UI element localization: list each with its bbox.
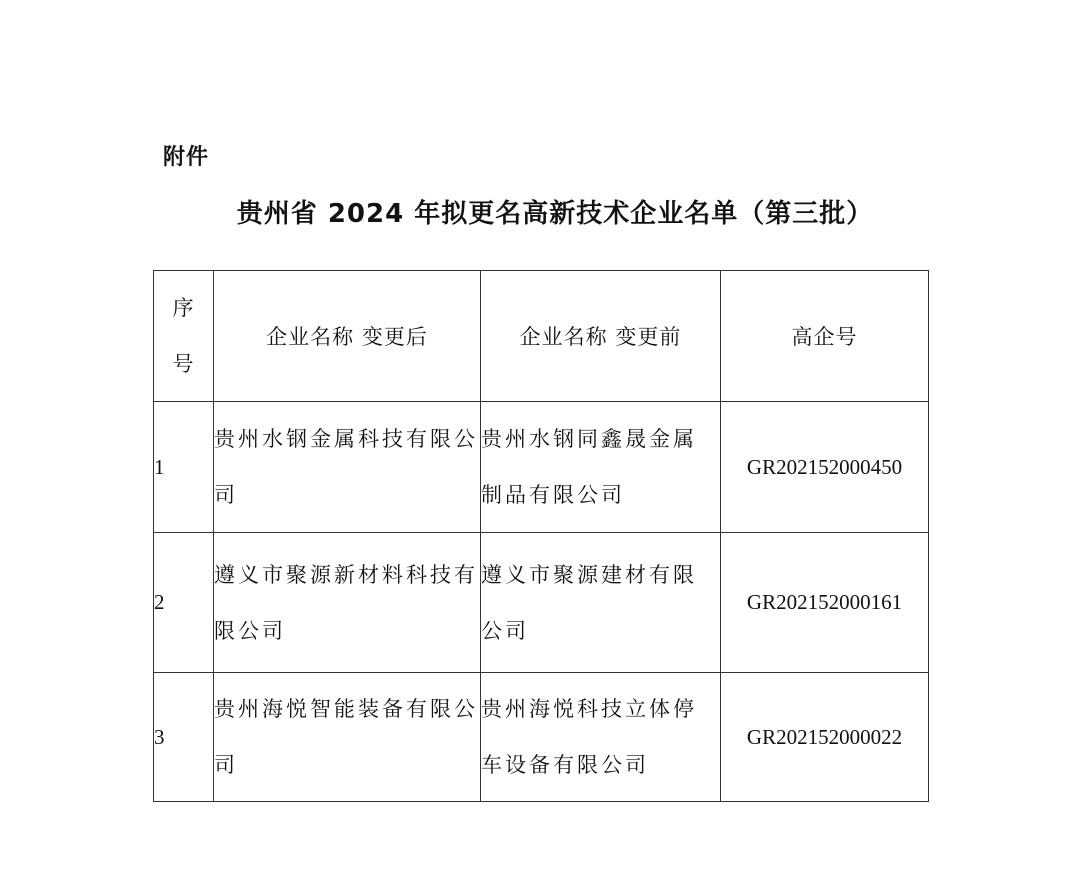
header-index: 序号 <box>154 271 214 402</box>
row-name-before: 贵州海悦科技立体停车设备有限公司 <box>481 673 721 802</box>
table-row <box>154 533 929 673</box>
header-code: 高企号 <box>721 271 929 402</box>
row-code: GR202152000022 <box>721 673 929 802</box>
attachment-label: 附件 <box>163 145 210 170</box>
row-index: 2 <box>154 533 214 673</box>
table-row <box>154 402 929 533</box>
row-code: GR202152000161 <box>721 533 929 673</box>
table-header-row <box>154 271 929 402</box>
document-title: 贵州省 2024 年拟更名高新技术企业名单（第三批） <box>236 199 874 229</box>
row-code: GR202152000450 <box>721 402 929 533</box>
row-name-after: 遵义市聚源新材料科技有限公司 <box>214 533 481 673</box>
enterprise-rename-table <box>153 270 929 802</box>
table-row <box>154 673 929 802</box>
header-name-after: 企业名称 变更后 <box>214 271 481 402</box>
row-name-after: 贵州海悦智能装备有限公司 <box>214 673 481 802</box>
row-name-before: 遵义市聚源建材有限公司 <box>481 533 721 673</box>
header-name-before: 企业名称 变更前 <box>481 271 721 402</box>
row-name-before: 贵州水钢同鑫晟金属制品有限公司 <box>481 402 721 533</box>
row-index: 3 <box>154 673 214 802</box>
row-index: 1 <box>154 402 214 533</box>
row-name-after: 贵州水钢金属科技有限公司 <box>214 402 481 533</box>
